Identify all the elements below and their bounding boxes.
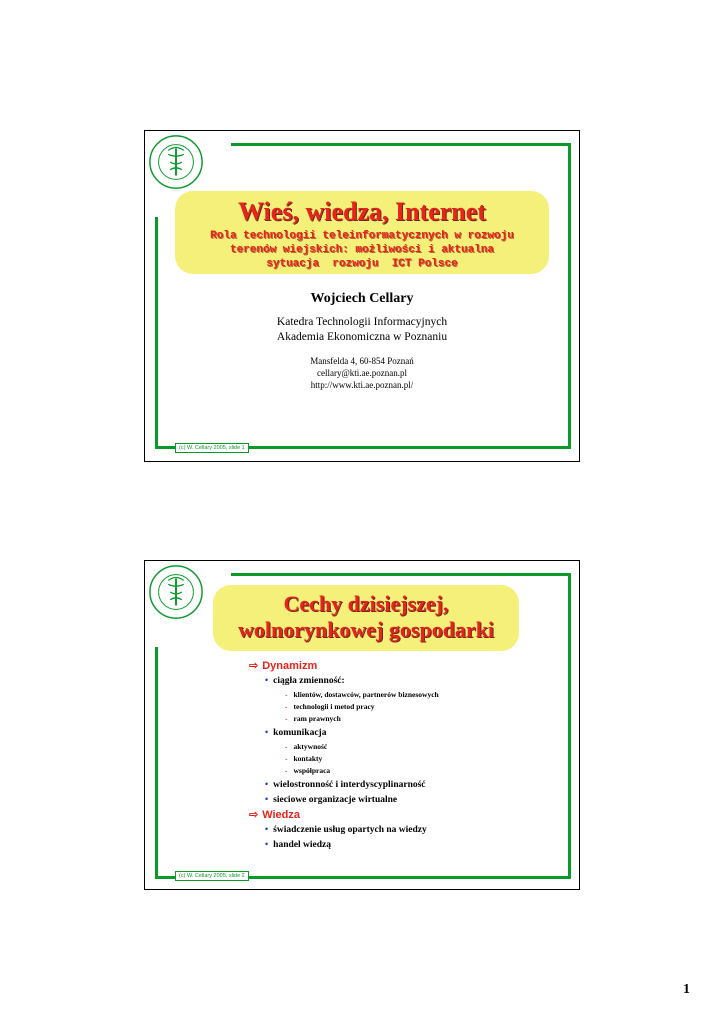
- slide-title: [213, 585, 519, 643]
- bullet-icon: •: [265, 839, 269, 849]
- sub-item: - klientów, dostawców, partnerów biznesowych: [285, 690, 439, 699]
- author-name: Wojciech Cellary: [310, 291, 414, 306]
- slide-title: Wieś, wiedza, Internet: [238, 197, 486, 226]
- list-item: • komunikacja: [265, 727, 327, 738]
- bullet-icon: •: [265, 824, 269, 834]
- bullet-icon: •: [265, 675, 269, 685]
- sub-item: - ram prawnych: [285, 714, 341, 723]
- title-box: [213, 585, 519, 651]
- bullet-icon: •: [265, 794, 269, 804]
- page-number: 1: [683, 982, 690, 997]
- slide-footer: (c) W. Cellary 2005, slide 2: [175, 871, 249, 881]
- slide-2: [144, 560, 580, 890]
- website: http://www.kti.ae.poznan.pl/: [310, 380, 414, 390]
- arrow-right-icon: ⇨: [249, 660, 259, 672]
- bullet-content: [249, 659, 549, 853]
- subtitle-line: Rola technologii teleinformatycznych w rozwoju: [210, 230, 514, 242]
- list-item: • wielostronność i interdyscyplinarność: [265, 779, 426, 790]
- subtitle-line: sytuacja rozwoju ICT Polsce: [266, 258, 458, 270]
- title-line: wolnorynkowej gospodarki: [237, 617, 495, 642]
- section-heading: ⇨ Wiedza: [249, 809, 301, 821]
- list-item: • sieciowe organizacje wirtualne: [265, 794, 398, 805]
- section-heading: ⇨ Dynamizm: [249, 660, 318, 672]
- affiliation-line: Katedra Technologii Informacyjnych: [276, 316, 448, 328]
- title-line: Cechy dzisiejszej,: [283, 591, 449, 616]
- bullet-icon: •: [265, 727, 269, 737]
- list-item: • świadczenie usług opartych na wiedzy: [265, 824, 427, 835]
- list-item: • handel wiedzą: [265, 839, 331, 850]
- subtitle-line: terenów wiejskich: możliwości i aktualna: [229, 244, 495, 256]
- affiliation-line: Akademia Ekonomiczna w Poznaniu: [276, 331, 448, 343]
- university-seal-icon: [147, 563, 205, 621]
- address: Mansfelda 4, 60-854 Poznań: [310, 356, 414, 366]
- title-box: [175, 191, 549, 274]
- contact-info: [145, 355, 579, 391]
- arrow-right-icon: ⇨: [249, 809, 259, 821]
- slide-subtitle: [185, 229, 539, 271]
- list-item: • ciągła zmienność:: [265, 675, 345, 686]
- sub-item: - technologii i metod pracy: [285, 702, 375, 711]
- sub-item: - kontakty: [285, 754, 323, 763]
- slide-footer: (c) W. Cellary 2005, slide 1: [175, 443, 249, 453]
- sub-item: - aktywność: [285, 742, 328, 751]
- affiliation: [145, 315, 579, 345]
- university-seal-icon: [147, 133, 205, 191]
- slide-1: [144, 130, 580, 462]
- email: cellary@kti.ae.poznan.pl: [317, 368, 407, 378]
- bullet-icon: •: [265, 779, 269, 789]
- sub-item: - współpraca: [285, 766, 331, 775]
